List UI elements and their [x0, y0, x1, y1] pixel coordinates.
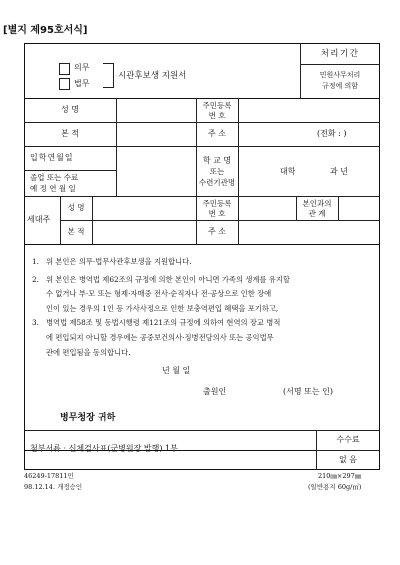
date-label: 년 월 일: [162, 366, 191, 375]
name-field[interactable]: [117, 99, 195, 121]
relation-field[interactable]: [339, 197, 379, 219]
department-year-label: 과 년: [330, 167, 348, 176]
enroll-field[interactable]: [117, 147, 195, 169]
relation-label-2: 관 계: [308, 209, 326, 218]
duty-option2-label: 법무: [74, 79, 90, 88]
address-label: 주 소: [208, 129, 226, 138]
household-head-label: 세대주: [27, 215, 51, 224]
processing-body-2: 규정에 의함: [321, 82, 359, 90]
footer-paper: (일반용지 60g/㎡): [308, 483, 362, 491]
household-name-field[interactable]: [93, 197, 195, 219]
declaration-notes: [32, 255, 376, 360]
relation-label-1: 본인과의: [302, 199, 332, 208]
duty-bracket: [103, 63, 114, 88]
household-reg-label-1: 주민등록: [202, 199, 232, 208]
household-address-label: 주 소: [208, 227, 226, 236]
school-label-1: 학 교 명: [202, 156, 232, 165]
domicile-field[interactable]: [117, 123, 195, 145]
checkbox-duty-option1[interactable]: [59, 63, 70, 75]
footer-code: 46249-17811민: [24, 472, 74, 480]
addressee: 병무청장 귀하: [60, 413, 116, 423]
name-label: 성 명: [61, 105, 79, 114]
household-reg-label-2: 번 호: [208, 209, 226, 218]
duty-title: 시관후보생 지원서: [118, 71, 187, 81]
checkbox-duty-option2[interactable]: [59, 78, 70, 90]
footer-size: 210㎜×297㎜: [318, 472, 362, 480]
reg-number-field[interactable]: [239, 99, 379, 121]
phone-label: (전화 : ): [317, 129, 347, 138]
note-2: 2. 위 본인은 병역법 제62조의 규정에 의한 본인이 아니면 가족의 생계를 유지할 수 없거나 부·모 또는 형제·자매중 전사·순직자나 전·공상으로 인한 장애 인이 있는 경우의 1인 등 가사사정으로 인한 보충역편입 혜택을 포기하고,: [32, 274, 290, 313]
university-label: 대학: [280, 167, 296, 176]
fee-label: 수수료: [336, 435, 360, 444]
household-reg-field[interactable]: [239, 197, 295, 219]
footer-approval: 98.12.14. 개정승인: [24, 483, 83, 491]
reg-label-2: 번 호: [208, 111, 226, 120]
processing-body-1: 민원사무처리: [319, 71, 361, 79]
sign-label: (서명 또는 인): [283, 387, 333, 396]
form-title: [별지 제95호서식]: [3, 25, 88, 36]
enroll-label: 입학연월일: [30, 153, 74, 162]
grad-label-2: 예 정 연 월 일: [30, 184, 76, 193]
school-label-3: 수련기관명: [198, 178, 236, 187]
note-3: 3. 병역법 제58조 및 동법시행령 제121조의 규정에 의하여 현역의 장교 병적 에 편입되지 아니할 경우에는 공중보건의사·징병전담의사 또는 공익법무 관에 편입됨을 동의합니다.: [32, 318, 281, 357]
grad-label-1: 졸업 또는 수료: [30, 173, 79, 182]
attachment-label: 첨부서류 : 신체검사표(군병원장 발행) 1부: [30, 444, 178, 453]
grad-field[interactable]: [117, 171, 195, 195]
school-field[interactable]: [239, 147, 379, 195]
fee-value: 없 음: [339, 455, 357, 464]
school-label-2: 또는: [209, 167, 225, 176]
household-address-field[interactable]: [239, 221, 379, 243]
household-domicile-field[interactable]: [93, 221, 195, 243]
reg-label-1: 주민등록: [202, 101, 232, 110]
domicile-label: 본 적: [61, 129, 79, 138]
household-domicile-label: 본 적: [67, 227, 85, 236]
address-field[interactable]: [239, 123, 379, 145]
note-1: 1. 위 본인은 의무·법무사관후보생을 지원합니다.: [32, 257, 192, 266]
applicant-sign-label: 출원인: [203, 387, 227, 396]
processing-header: 처리기간: [320, 49, 360, 59]
household-name-label: 성 명: [67, 203, 85, 212]
duty-option1-label: 의무: [74, 63, 90, 72]
